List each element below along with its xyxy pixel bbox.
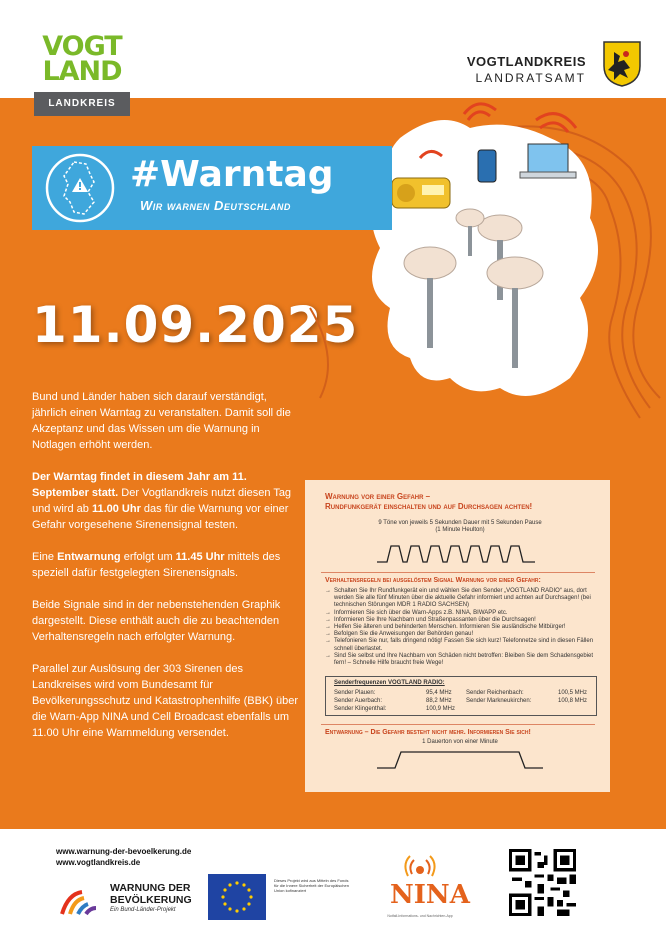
warning-signal-wave-icon bbox=[375, 542, 545, 566]
p2-bold: Der Warntag findet in diesem Jahr am 11. September statt. bbox=[32, 471, 247, 499]
p3-text-b: erfolgt um bbox=[120, 551, 176, 563]
logo-word-vogt: VOGT bbox=[42, 31, 122, 62]
frequency-row bbox=[334, 690, 464, 698]
paragraph-3 bbox=[32, 549, 300, 581]
nina-signal-icon bbox=[404, 852, 436, 880]
frequency-row bbox=[334, 706, 464, 714]
warn-desc-line2: (1 Minute Heulton) bbox=[435, 527, 485, 534]
p3-bold: Entwarnung bbox=[57, 551, 121, 563]
eu-flag-icon bbox=[208, 874, 266, 920]
logo-band: LANDKREIS bbox=[34, 92, 130, 116]
rule-item: → Informieren Sie sich über die Warn-Apps z.B. NINA, BIWAPP etc. bbox=[325, 610, 595, 617]
rule-item: → Schalten Sie Ihr Rundfunkgerät ein und wählen Sie den Sender „VOGTLAND RADIO“ aus, dort werden Sie alle fünf Minuten über die aktuelle Gefahr informiert und achten auf Durchsagen! (bei technischen Störungen MDR 1 RADIO SACHSEN) bbox=[325, 588, 595, 610]
warntag-hashtag: #Warntag bbox=[130, 154, 334, 195]
p3-text-a: Eine bbox=[32, 551, 58, 563]
frequency-value: 88,2 MHz bbox=[426, 698, 452, 704]
body-text bbox=[32, 389, 300, 757]
frequency-row bbox=[466, 690, 596, 698]
frequency-label: Sender Auerbach: bbox=[334, 698, 383, 704]
frequency-value: 100,9 MHz bbox=[426, 706, 456, 712]
warn-description bbox=[325, 520, 595, 534]
frequency-box bbox=[325, 676, 597, 716]
rules-title: Verhaltensregeln bei ausgelöstem Signal Warnung vor einer Gefahr: bbox=[325, 577, 541, 584]
wdb-waves-icon bbox=[58, 882, 106, 918]
frequency-row bbox=[334, 698, 464, 706]
all-clear-title: Entwarnung – Die Gefahr besteht nicht mehr. Informieren Sie sich! bbox=[325, 729, 531, 736]
rules-list bbox=[325, 588, 595, 667]
frequency-label: Sender Plauen: bbox=[334, 690, 376, 696]
all-clear-signal-wave-icon bbox=[375, 748, 545, 772]
rule-item: → Telefonieren Sie nur, falls dringend nötig! Fassen Sie sich kurz! Telefonnetze sind in diesen Fällen schnell überlastet. bbox=[325, 638, 595, 652]
p2-text-a: Der Vogtlandkreis nutzt diesen Tag und wird ab bbox=[32, 487, 292, 515]
paragraph-2 bbox=[32, 469, 300, 533]
frequency-row bbox=[466, 698, 596, 706]
p3-text-c: mittels des speziell dafür festgelegten Sirenensignals. bbox=[32, 551, 281, 579]
panel-divider-2 bbox=[321, 724, 595, 725]
frequency-value: 95,4 MHz bbox=[426, 690, 452, 696]
p2-time: 11.00 Uhr bbox=[91, 503, 141, 515]
nina-name: NINA bbox=[390, 880, 470, 910]
qr-code-icon[interactable] bbox=[509, 849, 576, 916]
rule-item: → Helfen Sie älteren und behinderten Menschen. Informieren Sie ausländische Mitbürger! bbox=[325, 624, 595, 631]
rule-item: → Informieren Sie Ihre Nachbarn und Straßenpassanten über die Durchsagen! bbox=[325, 617, 595, 624]
logo-word-land: LAND bbox=[42, 56, 122, 87]
kreis-sub: LANDRATSAMT bbox=[475, 71, 586, 85]
event-date: 11.09.2025 bbox=[32, 296, 359, 354]
signal-panel bbox=[305, 480, 610, 792]
nina-subtitle: Notfall-Informations- und Nachrichten-App bbox=[387, 914, 453, 918]
frequency-title: Senderfrequenzen VOGTLAND RADIO: bbox=[334, 680, 445, 686]
frequency-value: 100,5 MHz bbox=[558, 690, 588, 696]
kreis-title bbox=[467, 54, 586, 85]
url-vogtlandkreis[interactable]: www.vogtlandkreis.de bbox=[56, 858, 141, 867]
warnung-der-bevoelkerung-logo bbox=[58, 880, 198, 920]
warn-title-line2: Rundfunkgerät einschalten und auf Durchsagen achten! bbox=[325, 502, 533, 511]
germany-map-icon bbox=[44, 152, 116, 224]
warn-title-line1: Warnung vor einer Gefahr – bbox=[325, 492, 431, 501]
footer-urls bbox=[56, 846, 191, 868]
warn-desc-line1: 9 Töne von jeweils 5 Sekunden Dauer mit 5 Sekunden Pause bbox=[378, 520, 542, 526]
url-warnung[interactable]: www.warnung-der-bevoelkerung.de bbox=[56, 847, 192, 856]
rule-item: → Sind Sie selbst und Ihre Nachbarn von Schäden nicht betroffen: Bleiben Sie dem Schadensgebiet fern! – Schnelle Hilfe braucht freie Wege! bbox=[325, 653, 595, 667]
panel-divider-1 bbox=[321, 572, 595, 573]
p2-text-b: das für die Warnung vor einer Gefahr vorgesehene Sirenensignal testen. bbox=[32, 503, 289, 531]
eu-funding-text: Dieses Projekt wird aus Mitteln des Fonds für die Innere Sicherheit der Europäischen Union kofinanziert bbox=[274, 878, 349, 893]
warn-title bbox=[325, 492, 595, 512]
rule-item: → Befolgen Sie die Anweisungen der Behörden genau! bbox=[325, 631, 595, 638]
p3-time: 11.45 Uhr bbox=[175, 551, 225, 563]
vogtland-logo bbox=[34, 28, 130, 118]
frequency-label: Sender Reichenbach: bbox=[466, 690, 524, 696]
kreis-name: VOGTLANDKREIS bbox=[466, 54, 586, 69]
paragraph-1: Bund und Länder haben sich darauf verständigt, jährlich einen Warntag zu veranstalten. Damit soll die Akzeptanz und das Wissen um die Warnung in Notlagen erhöht werden. bbox=[32, 391, 291, 451]
wdb-title-line1: WARNUNG DER bbox=[110, 882, 191, 894]
wdb-subtitle: Ein Bund-Länder-Projekt bbox=[110, 907, 176, 913]
warntag-slogan: Wir warnen Deutschland bbox=[140, 198, 291, 213]
wdb-title bbox=[110, 882, 192, 906]
warntag-banner bbox=[32, 146, 392, 230]
frequency-label: Sender Markneukirchen: bbox=[466, 698, 532, 704]
all-clear-description: 1 Dauerton von einer Minute bbox=[422, 739, 498, 745]
frequency-label: Sender Klingenthal: bbox=[334, 706, 387, 712]
coat-of-arms-icon bbox=[602, 40, 642, 88]
wdb-title-line2: BEVÖLKERUNG bbox=[110, 894, 192, 906]
nina-logo bbox=[384, 852, 470, 924]
frequency-value: 100,8 MHz bbox=[558, 698, 588, 704]
paragraph-4: Beide Signale sind in der nebenstehenden Graphik dargestellt. Diese enthält auch die zu beachtenden Verhaltensregeln nach erfolgter Warnung. bbox=[32, 599, 281, 643]
paragraph-5: Parallel zur Auslösung der 303 Sirenen des Landkreises wird vom Bundesamt für Bevölkerungsschutz und Katastrophenhilfe (BBK) über die Warn-App NINA und Cell Broadcast ebenfalls um 11.00 Uhr eine Warnmeldung versendet. bbox=[32, 663, 298, 739]
